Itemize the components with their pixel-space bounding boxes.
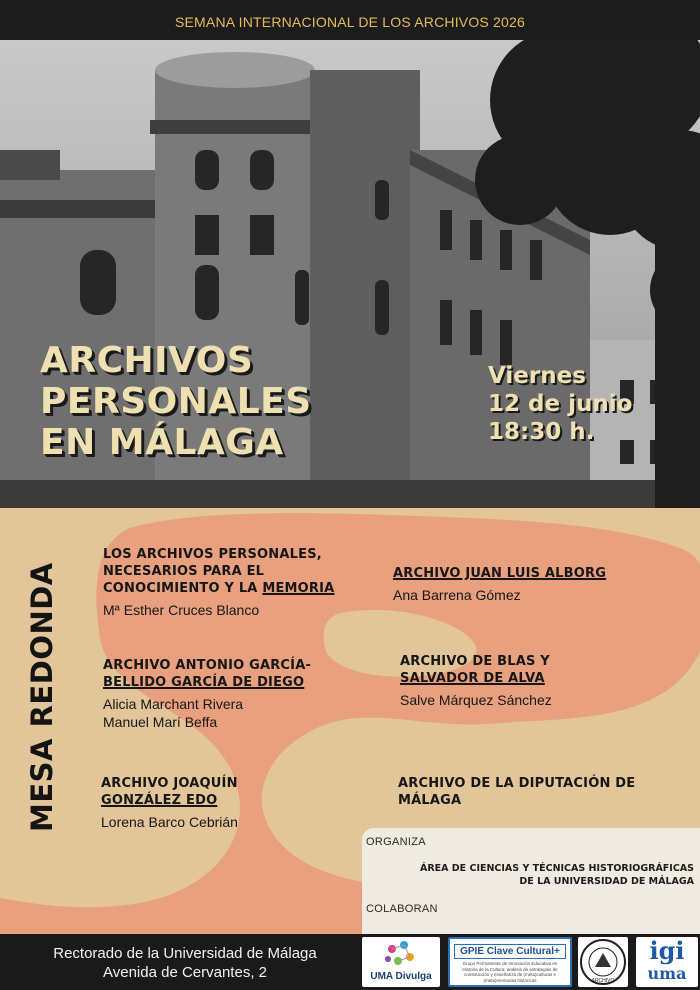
- talk-item: [393, 565, 653, 604]
- talk-title-text: ARCHIVO ANTONIO GARCÍA-: [103, 658, 312, 673]
- organiza-label: ORGANIZA: [366, 836, 426, 848]
- talk-title: [103, 546, 353, 597]
- speaker-name: Lorena Barco Cebrián: [101, 814, 238, 830]
- speaker-name: Mª Esther Cruces Blanco: [103, 602, 260, 618]
- umadivulga-logo: [362, 937, 440, 987]
- title-line-2: PERSONALES: [40, 381, 312, 422]
- mesa-redonda-label: MESA REDONDA: [25, 562, 59, 832]
- title-line-3: EN MÁLAGA: [40, 422, 284, 463]
- event-name: SEMANA INTERNACIONAL DE LOS ARCHIVOS 2026: [174, 14, 525, 30]
- event-time: 18:30 h.: [488, 419, 595, 445]
- colaboran-label: COLABORAN: [366, 903, 438, 915]
- archivo-seal-logo: [578, 937, 628, 987]
- talk-title: [103, 657, 353, 691]
- talk-item: [398, 775, 638, 809]
- talk-title-underlined: BELLIDO GARCÍA DE DIEGO: [103, 675, 305, 690]
- talk-title-underlined: GONZÁLEZ EDO: [101, 793, 218, 808]
- gpie-subtitle: Grupo Permanente de Innovación Educativa en Historia de la Cultura: análisis de estrategias de construcción y enseñanza de (meta)culturas e (meta)memorias históricas: [462, 961, 558, 983]
- speaker-name: Alicia Marchant Rivera: [103, 696, 244, 712]
- organizer-name: [394, 862, 694, 888]
- event-header: [0, 0, 700, 40]
- title-line-1: ARCHIVOS: [40, 340, 254, 381]
- event-day: Viernes: [488, 363, 586, 389]
- organizer-line-2: DE LA UNIVERSIDAD DE MÁLAGA: [519, 876, 694, 887]
- talk-title-text: ARCHIVO JOAQUÍN: [101, 776, 238, 791]
- organizer-line-1: ÁREA DE CIENCIAS Y TÉCNICAS HISTORIOGRÁFICAS: [419, 863, 694, 874]
- speaker-name: Salve Márquez Sánchez: [400, 692, 552, 708]
- venue-address: [0, 944, 370, 982]
- talk-item: [103, 546, 353, 619]
- gpie-logo: [448, 937, 572, 987]
- talk-title-underlined: ARCHIVO JUAN LUIS ALBORG: [393, 566, 607, 581]
- venue-line-2: Avenida de Cervantes, 2: [103, 964, 267, 981]
- talk-title: [393, 565, 653, 582]
- event-date-text: 12 de junio: [488, 391, 633, 417]
- igi-text: igi: [649, 937, 685, 965]
- igi-uma-logo: [636, 937, 698, 987]
- umadivulga-text: UMA Divulga: [370, 971, 432, 982]
- venue-line-1: Rectorado de la Universidad de Málaga: [53, 945, 317, 962]
- event-title: [40, 340, 312, 463]
- talk-title-underlined: SALVADOR DE ALVA: [400, 671, 545, 686]
- talk-title: [400, 653, 600, 687]
- talk-item: [103, 657, 353, 731]
- speaker-name: Ana Barrena Gómez: [393, 587, 521, 603]
- event-date: [488, 362, 632, 446]
- uma-text: uma: [647, 964, 687, 983]
- talk-item: [400, 653, 600, 709]
- organizers-box: [362, 828, 700, 934]
- talk-item: [101, 775, 301, 831]
- talk-title-text: ARCHIVO DE BLAS Y: [400, 654, 550, 669]
- gpie-title: GPIE Clave Cultural+: [454, 944, 566, 959]
- talk-title-text: LOS ARCHIVOS PERSONALES, NECESARIOS PARA EL CONOCIMIENTO Y LA: [103, 547, 322, 596]
- talk-title: [101, 775, 301, 809]
- archivo-seal-text: ARCHIVO: [591, 978, 615, 984]
- talk-title-underlined: MEMORIA: [262, 581, 335, 596]
- speaker-name: Manuel Marí Beffa: [103, 714, 218, 730]
- talk-title: ARCHIVO DE LA DIPUTACIÓN DE MÁLAGA: [398, 776, 636, 808]
